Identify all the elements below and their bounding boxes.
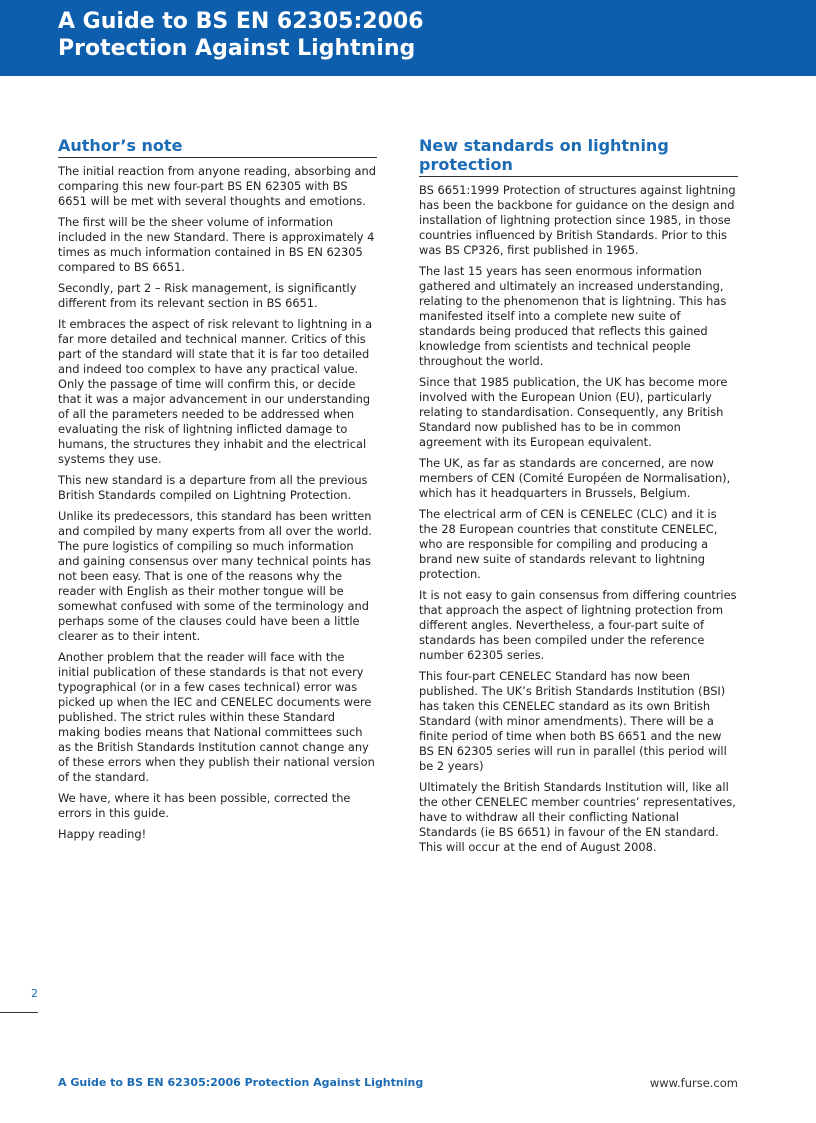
footer-title: A Guide to BS EN 62305:2006 Protection Against Lightning bbox=[58, 1076, 424, 1089]
left-column bbox=[58, 136, 377, 848]
page-title bbox=[58, 8, 424, 62]
paragraph: It is not easy to gain consensus from differing countries that approach the aspect of lightning protection from different angles. Nevertheless, a four-part suite of standards has been compiled under the reference number 62305 series. bbox=[419, 588, 737, 662]
paragraph: Since that 1985 publication, the UK has become more involved with the European Union (EU), particularly relating to standardisation. Consequently, any British Standard now published has to be in common agreement with its European equivalent. bbox=[419, 375, 728, 449]
paragraph: Unlike its predecessors, this standard has been written and compiled by many experts from all over the world. The pure logistics of compiling so much information and gaining consensus over many technical points has not been easy. That is one of the reasons why the reader with English as their mother tongue will be somewhat confused with some of the terminology and perhaps some of the clauses could have been a little clearer as to their intent. bbox=[58, 509, 372, 643]
authors-note-heading: Author’s note bbox=[58, 136, 377, 158]
page-number: 2 bbox=[31, 987, 38, 1000]
paragraph: It embraces the aspect of risk relevant to lightning in a far more detailed and technical manner. Critics of this part of the standard will state that it is far too detailed and indeed too complex to have any practical value. Only the passage of time will confirm this, or decide that it was a major advancement in our understanding of all the parameters needed to be addressed when evaluating the risk of lightning inflicted damage to humans, the structures they inhabit and the electrical systems they use. bbox=[58, 317, 373, 466]
paragraph: The last 15 years has seen enormous information gathered and ultimately an increased understanding, relating to the phenomenon that is lightning. This has manifested itself into a complete new suite of standards being produced that reflects this gained knowledge from scientists and technical people throughout the world. bbox=[419, 264, 727, 368]
paragraph: We have, where it has been possible, corrected the errors in this guide. bbox=[58, 791, 351, 820]
paragraph: This new standard is a departure from all the previous British Standards compiled on Lightning Protection. bbox=[58, 473, 368, 502]
new-standards-heading: New standards on lightning protection bbox=[419, 136, 738, 177]
paragraph: Secondly, part 2 – Risk management, is significantly different from its relevant section in BS 6651. bbox=[58, 281, 357, 310]
page-number-divider bbox=[0, 1012, 38, 1013]
header-banner bbox=[0, 0, 816, 76]
paragraph: The UK, as far as standards are concerned, are now members of CEN (Comité Européen de Normalisation), which has it headquarters in Brussels, Belgium. bbox=[419, 456, 731, 500]
title-line-2: Protection Against Lightning bbox=[58, 36, 416, 61]
paragraph: Another problem that the reader will face with the initial publication of these standards is that not every typographical (or in a few cases technical) error was picked up when the IEC and CENELEC documents were published. The strict rules within these Standard making bodies means that National committees such as the British Standards Institution cannot change any of these errors when they publish their national version of the standard. bbox=[58, 650, 375, 784]
footer-website-link[interactable]: www.furse.com bbox=[649, 1076, 738, 1090]
paragraph: The electrical arm of CEN is CENELEC (CLC) and it is the 28 European countries that constitute CENELEC, who are responsible for compiling and producing a brand new suite of standards relevant to lightning protection. bbox=[419, 507, 718, 581]
paragraph: BS 6651:1999 Protection of structures against lightning has been the backbone for guidance on the design and installation of lightning protection since 1985, in those countries influenced by British Standards. Prior to this was BS CP326, first published in 1965. bbox=[419, 183, 736, 257]
right-column bbox=[419, 136, 738, 861]
paragraph: Happy reading! bbox=[58, 827, 147, 841]
title-line-1: A Guide to BS EN 62305:2006 bbox=[58, 9, 424, 34]
paragraph: This four-part CENELEC Standard has now been published. The UK’s British Standards Institution (BSI) has taken this CENELEC standard as its own British Standard (with minor amendments). There will be a finite period of time when both BS 6651 and the new BS EN 62305 series will run in parallel (this period will be 2 years) bbox=[419, 669, 727, 773]
paragraph: The first will be the sheer volume of information included in the new Standard. There is approximately 4 times as much information contained in BS EN 62305 compared to BS 6651. bbox=[58, 215, 375, 274]
paragraph: The initial reaction from anyone reading, absorbing and comparing this new four-part BS EN 62305 with BS 6651 will be met with several thoughts and emotions. bbox=[58, 164, 376, 208]
paragraph: Ultimately the British Standards Institution will, like all the other CENELEC member countries’ representatives, have to withdraw all their conflicting National Standards (ie BS 6651) in favour of the EN standard. This will occur at the end of August 2008. bbox=[419, 780, 736, 854]
